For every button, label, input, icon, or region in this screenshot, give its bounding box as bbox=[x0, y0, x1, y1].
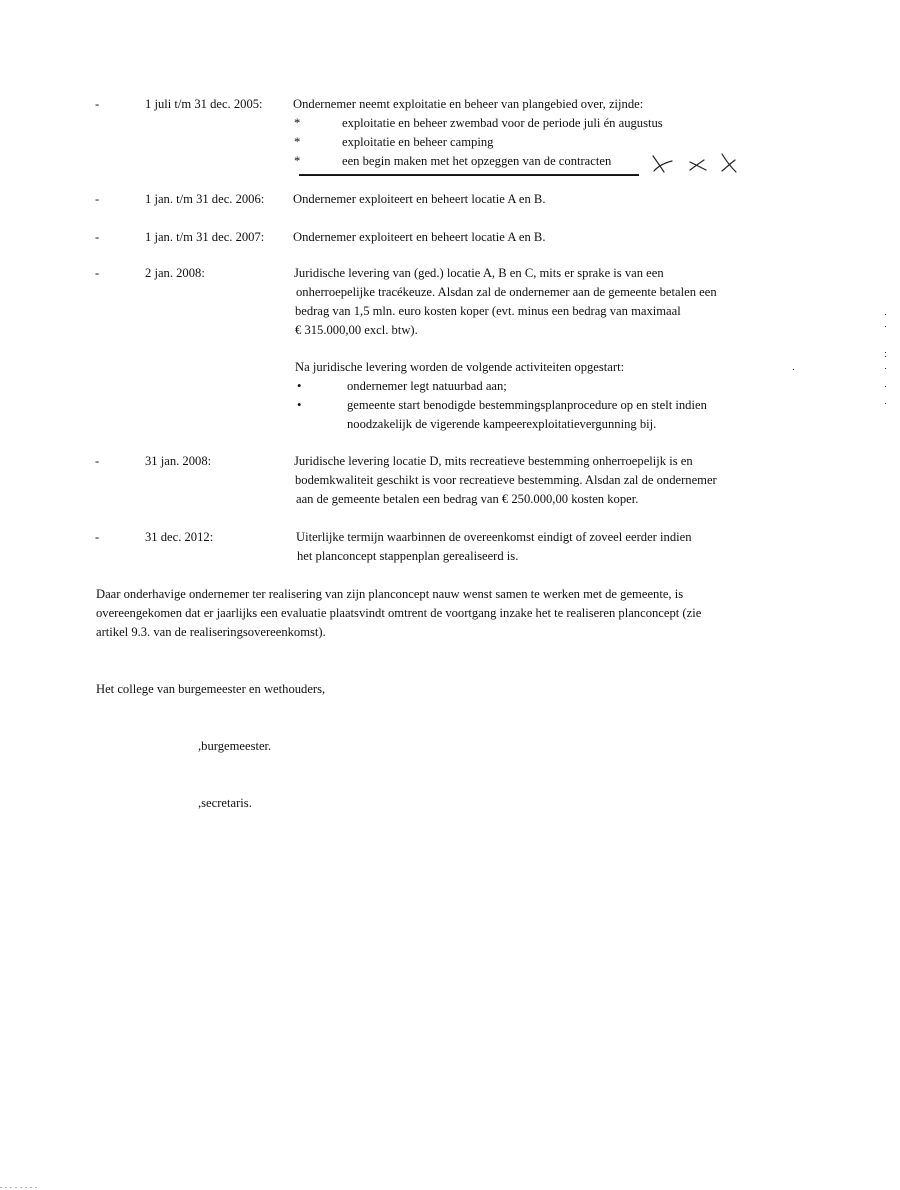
entry-description-line: Juridische levering van (ged.) locatie A, B en C, mits er sprake is van een bbox=[294, 266, 664, 280]
asterisk-bullet-icon: * bbox=[294, 154, 301, 168]
entry-description: Ondernemer exploiteert en beheert locatie A en B. bbox=[293, 192, 546, 206]
handwritten-x-marks-icon bbox=[650, 150, 750, 178]
followup-intro-text: Na juridische levering worden de volgende activiteiten opgestart: bbox=[295, 360, 625, 374]
bullet-text: exploitatie en beheer camping bbox=[342, 135, 494, 149]
entry-date: 2 jan. 2008: bbox=[145, 266, 205, 280]
scan-speck bbox=[885, 326, 886, 327]
entry-description: Ondernemer exploiteert en beheert locatie A en B. bbox=[293, 230, 546, 244]
bullet-text: gemeente start benodigde bestemmingsplanprocedure op en stelt indien bbox=[347, 398, 707, 412]
paragraph-line: overeengekomen dat er jaarlijks een evaluatie plaatsvindt omtrent de voortgang inzake het te realiseren planconcept (zie bbox=[96, 606, 702, 620]
entry-marker: - bbox=[95, 97, 100, 111]
entry-marker: - bbox=[95, 530, 100, 544]
entry-marker: - bbox=[95, 266, 100, 280]
entry-description-line: aan de gemeente betalen een bedrag van € 250.000,00 kosten koper. bbox=[296, 492, 639, 506]
scan-speck bbox=[885, 314, 886, 315]
entry-date: 31 jan. 2008: bbox=[145, 454, 212, 468]
bullet-text: noodzakelijk de vigerende kampeerexploitatievergunning bij. bbox=[347, 417, 657, 431]
entry-description-line: bedrag van 1,5 mln. euro kosten koper (evt. minus een bedrag van maximaal bbox=[295, 304, 681, 318]
scan-speck bbox=[885, 368, 886, 369]
scan-speck bbox=[793, 369, 794, 370]
mayor-signature-line: ,burgemeester. bbox=[198, 739, 272, 753]
dot-bullet-icon: • bbox=[297, 398, 302, 412]
paragraph-line: Daar onderhavige ondernemer ter realisering van zijn planconcept nauw wenst samen te werken met de gemeente, is bbox=[96, 587, 684, 601]
entry-description: Ondernemer neemt exploitatie en beheer van plangebied over, zijnde: bbox=[293, 97, 644, 111]
entry-marker: - bbox=[95, 192, 100, 206]
bullet-text: exploitatie en beheer zwembad voor de periode juli én augustus bbox=[342, 116, 663, 130]
scan-speck bbox=[885, 356, 886, 357]
entry-description-line: € 315.000,00 excl. btw). bbox=[295, 323, 418, 337]
entry-date: 1 jan. t/m 31 dec. 2007: bbox=[145, 230, 265, 244]
scan-speck bbox=[885, 352, 886, 353]
dot-bullet-icon: • bbox=[297, 379, 302, 393]
entry-date: 31 dec. 2012: bbox=[145, 530, 214, 544]
underline-scan-artifact bbox=[299, 174, 639, 176]
asterisk-bullet-icon: * bbox=[294, 135, 301, 149]
scan-speck bbox=[885, 403, 886, 404]
entry-date: 1 juli t/m 31 dec. 2005: bbox=[145, 97, 263, 111]
entry-marker: - bbox=[95, 454, 100, 468]
footer-scan-dots: ........ bbox=[0, 1181, 40, 1190]
entry-description-line: Uiterlijke termijn waarbinnen de overeenkomst eindigt of zoveel eerder indien bbox=[296, 530, 692, 544]
entry-description-line: onherroepelijke tracékeuze. Alsdan zal de ondernemer aan de gemeente betalen een bbox=[296, 285, 717, 299]
bullet-text: een begin maken met het opzeggen van de contracten bbox=[342, 154, 612, 168]
entry-date: 1 jan. t/m 31 dec. 2006: bbox=[145, 192, 265, 206]
bullet-text: ondernemer legt natuurbad aan; bbox=[347, 379, 507, 393]
secretary-signature-line: ,secretaris. bbox=[198, 796, 252, 810]
paragraph-line: artikel 9.3. van de realiseringsovereenkomst). bbox=[96, 625, 326, 639]
entry-marker: - bbox=[95, 230, 100, 244]
asterisk-bullet-icon: * bbox=[294, 116, 301, 130]
entry-description-line: Juridische levering locatie D, mits recreatieve bestemming onherroepelijk is en bbox=[294, 454, 693, 468]
college-signoff: Het college van burgemeester en wethouders, bbox=[96, 682, 326, 696]
scan-speck bbox=[885, 386, 886, 387]
entry-description-line: het planconcept stappenplan gerealiseerd is. bbox=[297, 549, 519, 563]
entry-description-line: bodemkwaliteit geschikt is voor recreatieve bestemming. Alsdan zal de ondernemer bbox=[295, 473, 717, 487]
